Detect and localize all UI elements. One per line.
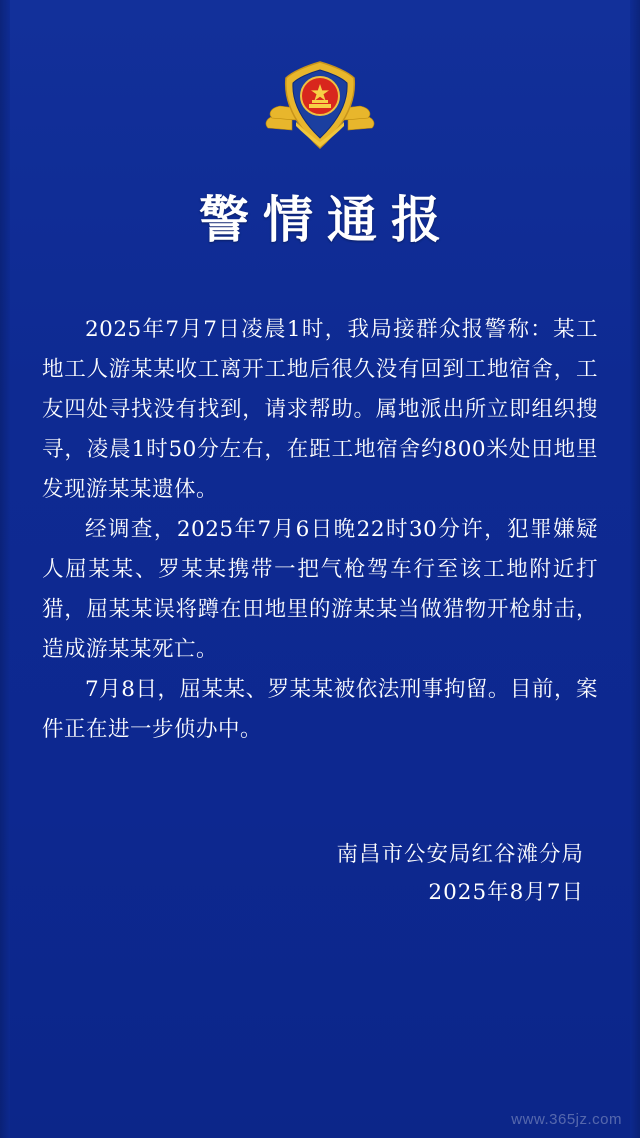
notice-body (42, 310, 598, 750)
notice-paragraph: 经调查，2025年7月6日晚22时30分许，犯罪嫌疑人屈某某、罗某某携带一把气枪驾车行至该工地附近打猎，屈某某误将蹲在田地里的游某某当做猎物开枪射击，造成游某某死亡。 (42, 517, 598, 662)
emblem-container (42, 0, 598, 156)
page-title: 警情通报 (199, 190, 455, 249)
issuing-authority: 南昌市公安局红谷滩分局 (336, 842, 584, 867)
watermark: www.365jz.com (511, 1111, 622, 1128)
left-edge-decoration (0, 0, 10, 1138)
notice-paragraph: 2025年7月7日凌晨1时，我局接群众报警称：某工地工人游某某收工离开工地后很久没有回到工地宿舍，工友四处寻找没有找到，请求帮助。属地派出所立即组织搜寻，凌晨1时50分左右，在距工地宿舍约800米处田地里发现游某某遗体。 (42, 317, 598, 502)
notice-paragraph: 7月8日，屈某某、罗某某被依法刑事拘留。目前，案件正在进一步侦办中。 (42, 677, 598, 742)
right-edge-decoration (630, 0, 640, 1138)
issue-date: 2025年8月7日 (428, 880, 584, 905)
signature-block (42, 836, 598, 912)
china-police-badge-icon (262, 52, 378, 156)
